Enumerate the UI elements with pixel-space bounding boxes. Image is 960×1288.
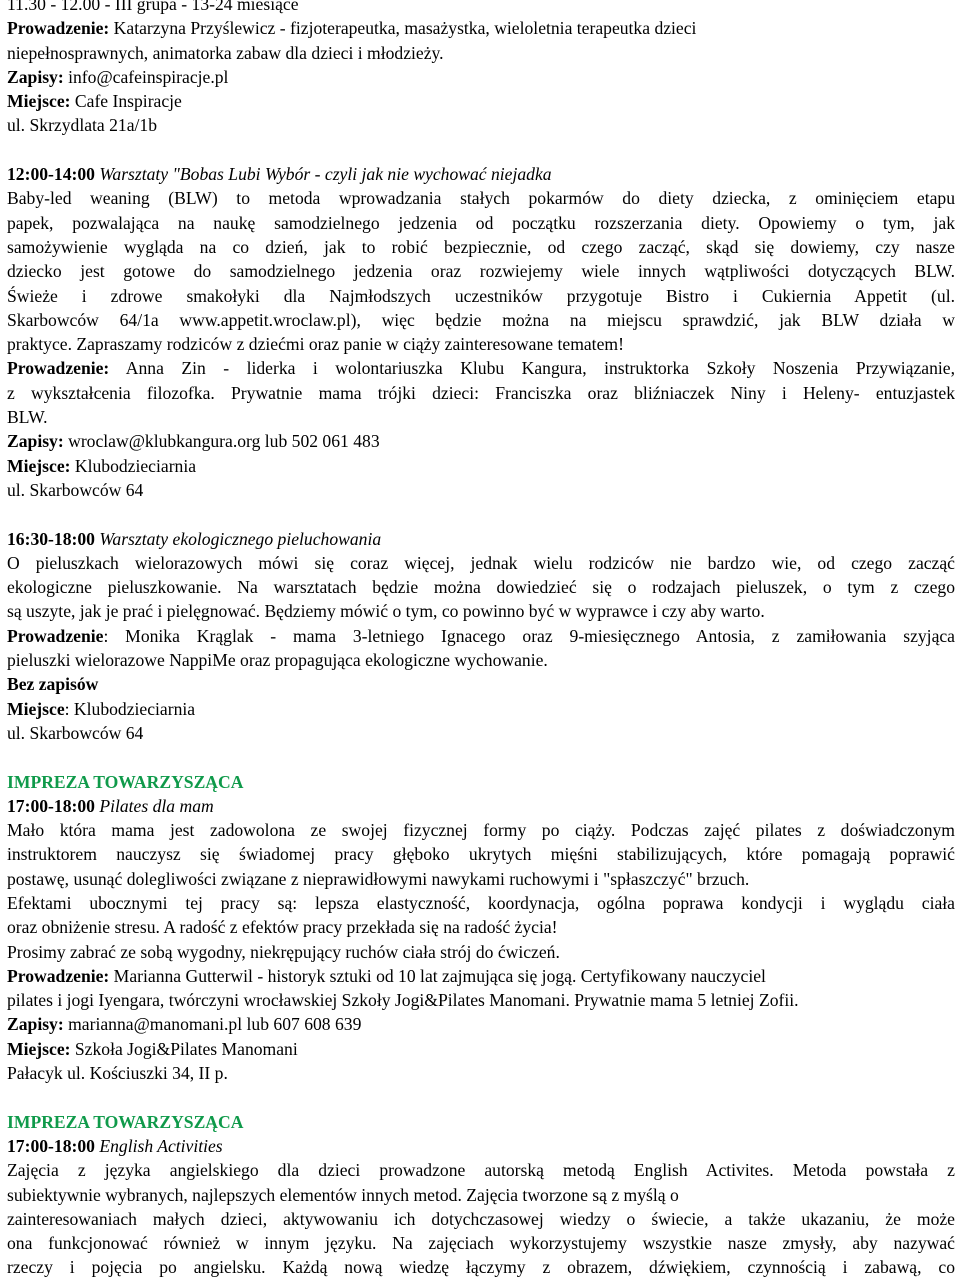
description-line: Efektami ubocznymi tej pracy są: lepsza elastyczność, koordynacja, ogólna poprawa kondycji i wyglądu ciała xyxy=(7,892,955,913)
signup-text: info@cafeinspiracje.pl xyxy=(63,66,229,87)
event-heading xyxy=(7,1134,955,1158)
address-line: ul. Skrzydlata 21a/1b xyxy=(7,115,158,136)
instructor-text: Marianna Gutterwil - historyk sztuki od 10 lat zajmująca się jogą. Certyfikowany nauczyciel xyxy=(109,965,766,986)
signup-label: Zapisy: xyxy=(7,1014,64,1035)
address-line: ul. Skarbowców 64 xyxy=(7,479,144,500)
event-time: 17:00-18:00 xyxy=(7,1135,95,1156)
place-label: Miejsce xyxy=(7,698,65,719)
description-line: zainteresowaniach małych dzieci, aktywowaniu ich dotychczasowej wiedzy o świecie, a także ukazaniu, że może xyxy=(7,1208,955,1229)
signup-line xyxy=(7,429,955,453)
event-time: 17:00-18:00 xyxy=(7,795,95,816)
instructor-label: Prowadzenie: xyxy=(7,358,110,379)
event-title: Warsztaty ekologicznego pieluchowania xyxy=(94,528,382,549)
description-line: Prosimy zabrać ze sobą wygodny, niekrępujący ruchów ciała strój do ćwiczeń. xyxy=(7,941,560,962)
signup-line xyxy=(7,65,955,89)
instructor-text: Anna Zin - liderka i wolontariuszka Klubu Kangura, instruktorka Szkoły Noszenia Przywiązanie, xyxy=(109,358,955,379)
instructor-label: Prowadzenie: xyxy=(7,18,110,39)
description-line: Skarbowców 64/1a www.appetit.wroclaw.pl), więc będzie można na miejscu sprawdzić, jak BLW działa w xyxy=(7,309,955,330)
signup-text: marianna@manomani.pl lub 607 608 639 xyxy=(63,1014,362,1035)
description-line: postawę, usunąć dolegliwości związane z nieprawidłowymi nawykami ruchowymi i "spłaszczyć" brzuch. xyxy=(7,868,750,889)
description-line: Zajęcia z języka angielskiego dla dzieci prowadzone autorską metodą English Activites. Metoda powstała z xyxy=(7,1160,955,1181)
instructor-line-cont: z wykształcenia filozofka. Prywatnie mama trójki dzieci: Franciszka oraz bliźniaczek Niny i Heleny- entuzjastek xyxy=(7,382,955,403)
description-line: rzeczy i pojęcia po angielsku. Każdą nową wiedzę łączymy z obrazem, dźwiękiem, czynnością i zabawą, co xyxy=(7,1257,955,1278)
event-heading xyxy=(7,162,955,186)
session-header: 11.30 - 12.00 - III grupa - 13-24 miesiące xyxy=(7,0,299,14)
description-line: samożywienie wygląda na co dzień, jak to robić bezpiecznie, od czego zacząć, skąd się dowiemy, czy nasze xyxy=(7,236,955,257)
instructor-line-cont: niepełnosprawnych, animatorka zabaw dla dzieci i młodzieży. xyxy=(7,42,444,63)
place-label: Miejsce: xyxy=(7,455,71,476)
side-event-heading: IMPREZA TOWARZYSZĄCA xyxy=(7,1111,244,1132)
instructor-line xyxy=(7,356,955,380)
description-line: dziecko jest gotowe do samodzielnego jedzenia oraz rozwiejemy wiele innych wątpliwości dotyczących BLW. xyxy=(7,261,955,282)
event-title: English Activities xyxy=(94,1135,223,1156)
instructor-label: Prowadzenie xyxy=(7,625,104,646)
instructor-text: Katarzyna Przyślewicz - fizjoterapeutka, masażystka, wieloletnia terapeutka dzieci xyxy=(109,18,697,39)
place-label: Miejsce: xyxy=(7,91,71,112)
description-line: są uszyte, jak je prać i pielęgnować. Będziemy mówić o tym, co powinno być w wyprawce i czy aby warto. xyxy=(7,601,765,622)
description-line: ekologiczne pieluszkowanie. Na warsztatach będzie można dowiedzieć się o rodzajach pieluszek, o tym z czego xyxy=(7,577,955,598)
document xyxy=(7,0,955,1280)
event-title: Pilates dla mam xyxy=(94,795,214,816)
event-title: Warsztaty "Bobas Lubi Wybór - czyli jak nie wychować niejadka xyxy=(94,164,552,185)
place-line xyxy=(7,697,955,721)
place-label: Miejsce: xyxy=(7,1038,71,1059)
description-line: Świeże i zdrowe smakołyki dla Najmłodszych uczestników przygotuje Bistro i Cukiernia Appetit (ul. xyxy=(7,285,955,306)
event-heading xyxy=(7,527,955,551)
side-event-heading: IMPREZA TOWARZYSZĄCA xyxy=(7,771,244,792)
place-text: Klubodzieciarnia xyxy=(70,455,197,476)
instructor-line-cont: BLW. xyxy=(7,407,48,428)
description-line: subiektywnie wybranych, najlepszych elementów innych metod. Zajęcia tworzone są z myślą o xyxy=(7,1184,679,1205)
event-time: 12:00-14:00 xyxy=(7,164,95,185)
instructor-line-cont: pieluszki wielorazowe NappiMe oraz propagująca ekologiczne wychowanie. xyxy=(7,650,548,671)
description-line: ona funkcjonować również w innym języku. Na zajęciach wykorzystujemy wszystkie nasze zmysły, aby nazywać xyxy=(7,1233,955,1254)
instructor-line-cont: pilates i jogi Iyengara, twórczyni wrocławskiej Szkoły Jogi&Pilates Manomani. Prywatnie mama 5 letniej Zofii. xyxy=(7,990,799,1011)
instructor-line xyxy=(7,624,955,648)
description-line: Baby-led weaning (BLW) to metoda wprowadzania stałych pokarmów do diety dziecka, z ominięciem etapu xyxy=(7,188,955,209)
place-line xyxy=(7,89,955,113)
place-line xyxy=(7,1037,955,1061)
description-line: praktyce. Zapraszamy rodziców z dziećmi oraz panie w ciąży zainteresowane tematem! xyxy=(7,334,624,355)
signup-label: Zapisy: xyxy=(7,66,64,87)
instructor-text: : Monika Krąglak - mama 3-letniego Ignacego oraz 9-miesięcznego Antosia, z zamiłowania szyjąca xyxy=(103,625,955,646)
signup-text: wroclaw@klubkangura.org lub 502 061 483 xyxy=(63,431,380,452)
description-line: Mało która mama jest zadowolona ze swojej fizycznej formy po ciąży. Podczas zajęć pilates z doświadczonym xyxy=(7,820,955,841)
description-line: instruktorem nauczysz się świadomej pracy głęboko ukrytych mięśni stabilizujących, które pomagają poprawić xyxy=(7,844,955,865)
place-text: Szkoła Jogi&Pilates Manomani xyxy=(70,1038,298,1059)
instructor-line xyxy=(7,16,955,40)
description-line: papek, pozwalająca na naukę samodzielnego jedzenia od początku rozszerzania diety. Opowiemy o tym, jak xyxy=(7,212,955,233)
place-text: Cafe Inspiracje xyxy=(70,91,182,112)
place-text: : Klubodzieciarnia xyxy=(64,698,196,719)
description-line: oraz obniżenie stresu. A radość z efektów pracy przekłada się na radość życia! xyxy=(7,917,558,938)
event-heading xyxy=(7,794,955,818)
instructor-label: Prowadzenie: xyxy=(7,965,110,986)
signup-line xyxy=(7,1012,955,1036)
no-signup-label: Bez zapisów xyxy=(7,674,99,695)
event-time: 16:30-18:00 xyxy=(7,528,95,549)
no-signup xyxy=(7,672,955,696)
instructor-line xyxy=(7,964,955,988)
signup-label: Zapisy: xyxy=(7,431,64,452)
description-line: O pieluszkach wielorazowych mówi się coraz więcej, jednak wielu rodziców nie bardzo wie, od czego zacząć xyxy=(7,552,955,573)
address-line: Pałacyk ul. Kościuszki 34, II p. xyxy=(7,1063,228,1084)
place-line xyxy=(7,454,955,478)
address-line: ul. Skarbowców 64 xyxy=(7,722,144,743)
